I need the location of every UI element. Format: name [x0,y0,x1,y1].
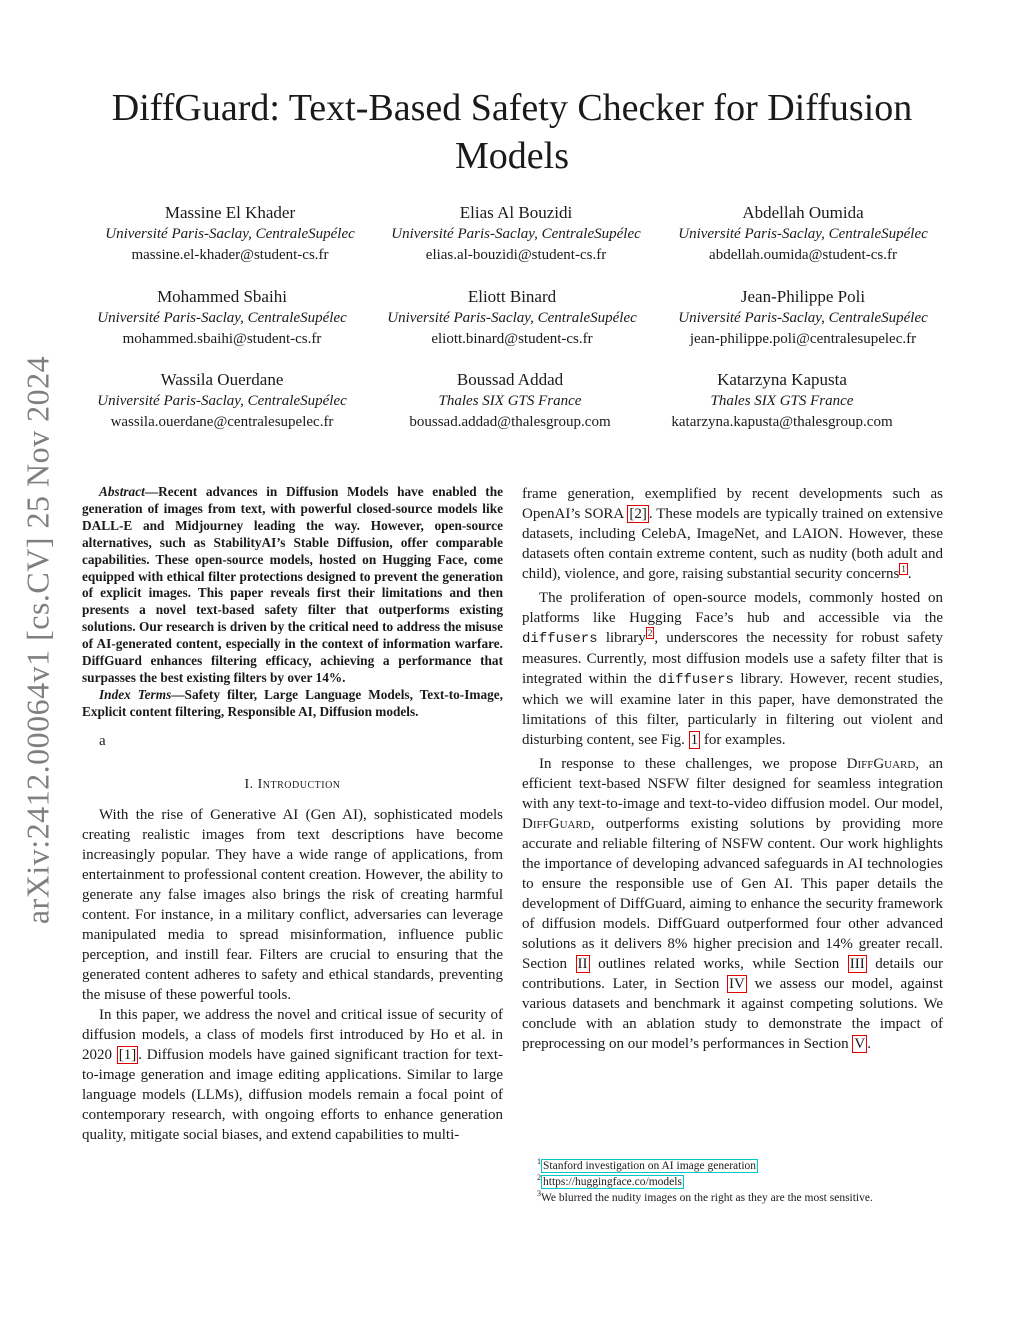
author-block [637,369,927,433]
diffguard-name: DiffGuard [522,816,591,832]
arxiv-stamp [18,340,58,940]
intro-paragraph: With the rise of Generative AI (Gen AI), sophisticated models creating realistic images from text descriptions have become increasingly popular. They have a wide range of applications, from entertainment to professional content creation. However, the ability to generate any false images also brings the risk of creating harmful content. For instance, in a military conflict, adversaries can leverage manipulated media to spread misinformation, influence public perception, and instill fear. Filters are crucial to ensuring that the generated content adheres to safety and ethical standards, preventing the misuse of these powerful tools. [82,806,503,1003]
paragraph-text: In this paper, we address the novel and critical issue of security of diffusion models, a class of models first introduced by Ho et al. in 2020 [82,1006,503,1063]
section-link[interactable]: III [849,956,865,972]
index-terms-text: —Safety filter, Large Language Models, Text-to-Image, Explicit content filtering, Responsible AI, Diffusion models. [82,686,503,719]
citation-link[interactable]: [2] [629,506,647,522]
footnote-link-text[interactable]: Stanford investigation on AI image generation [543,1159,757,1172]
paragraph-text: library. However, recent studies, which we will examine later in this paper, have demonstrated the limitations of this filter, particularly in filtering out violent and disturbing content, see Fig. [522,671,943,748]
author-email: mohammed.sbaihi@student-cs.fr [122,331,322,347]
author-block [365,369,655,433]
paragraph-text: , underscores the necessity for robust safety measures. Currently, most diffusion models use a safety filter that is integrated within the [522,630,943,687]
paragraph-text: for examples. [700,732,786,748]
author-affiliation: Université Paris-Saclay, CentraleSupélec [97,310,347,326]
diffguard-name: DiffGuard [846,756,916,772]
index-terms-label: Index Terms [99,686,172,702]
author-name: Katarzyna Kapusta [717,370,847,389]
code-diffusers: diffusers [658,672,734,688]
author-block [77,369,367,433]
right-column [522,484,943,1054]
author-email: jean-philippe.poli@centralesupelec.fr [689,331,917,347]
intro-paragraph [522,754,943,1054]
author-block [367,286,657,350]
author-affiliation: Thales SIX GTS France [710,393,854,409]
footnote-number: 2 [537,1173,541,1182]
footnote-text: We blurred the nudity images on the right as they are the most sensitive. [541,1191,873,1204]
footnote-number: 3 [537,1189,541,1198]
paragraph-text: library [597,630,646,646]
author-name: Massine El Khader [164,203,296,222]
author-name: Jean-Philippe Poli [740,287,866,306]
author-email: eliott.binard@student-cs.fr [431,331,593,347]
stray-text: a [99,732,106,749]
author-affiliation: Université Paris-Saclay, CentraleSupélec [105,226,355,242]
left-column [82,484,503,1145]
author-email: abdellah.oumida@student-cs.fr [709,247,897,263]
author-block [371,202,661,266]
paper-title: DiffGuard: Text-Based Safety Checker for Diffusion Models [111,87,913,177]
author-name: Boussad Addad [456,370,564,389]
figure-link[interactable]: 1 [690,732,699,748]
author-email: boussad.addad@thalesgroup.com [409,414,611,430]
section-link[interactable]: V [854,1036,866,1052]
author-affiliation: Université Paris-Saclay, CentraleSupélec [387,310,637,326]
paragraph-text: . These models are typically trained on extensive datasets, including CelebA, ImageNet, and LAION. However, these datasets often contain extreme content, such as nudity (both adult and child), violence, and gore, raising substantial security concerns [522,506,943,582]
abstract-label: Abstract [99,484,145,499]
paragraph-text: . [907,566,912,582]
author-name: Wassila Ouerdane [160,370,284,389]
index-terms [82,687,503,721]
section-heading [82,775,503,795]
author-block [658,202,948,266]
author-email: wassila.ouerdane@centralesupelec.fr [110,414,334,430]
author-email: katarzyna.kapusta@thalesgroup.com [671,414,893,430]
paragraph-text: outlines related works, while Section [589,956,848,972]
section-link[interactable]: IV [729,976,745,992]
author-affiliation: Université Paris-Saclay, CentraleSupélec [391,226,641,242]
author-affiliation: Thales SIX GTS France [438,393,582,409]
abstract-text: —Recent advances in Diffusion Models have enabled the generation of images from text, with powerful closed-source models like DALL-E and Midjourney leading the way. However, open-source alternatives, such as StabilityAI’s Stable Diffusion, offer comparable capabilities. These open-source models, hosted on Hugging Face, come equipped with ethical filter protections designed to prevent the generation of explicit images. This paper reveals first their limitations and then presents a novel text-based safety filter that outperforms existing solutions. Our research is driven by the critical need to address the misuse of AI-generated content, especially in the context of information warfare. DiffGuard enhances filtering efficacy, achieving a performance that surpasses the best existing filters by over 14%. [82,484,503,685]
paragraph-text: . [867,1036,871,1052]
footnote-link[interactable]: 2 [647,628,653,638]
paragraph-text: , an efficient text-based NSFW filter designed for seamless integration with any text-to-image and text-to-video diffusion model. Our model, [522,756,943,812]
author-email: massine.el-khader@student-cs.fr [131,247,329,263]
footnote-link[interactable]: 1 [901,564,906,574]
author-block [77,286,367,350]
section-link[interactable]: II [577,956,588,972]
author-name: Mohammed Sbaihi [157,287,287,306]
author-block [658,286,948,350]
intro-paragraph [82,1005,503,1145]
paragraph-text: In response to these challenges, we propose [539,756,847,772]
author-affiliation: Université Paris-Saclay, CentraleSupélec [678,310,928,326]
author-name: Eliott Binard [467,287,557,306]
author-block [85,202,375,266]
footnote-link-text[interactable]: https://huggingface.co/models [543,1175,682,1188]
paragraph-text: The proliferation of open-source models, commonly hosted on platforms like Hugging Face’s hub and accessible via the [522,590,943,626]
author-affiliation: Université Paris-Saclay, CentraleSupélec [97,393,347,409]
paragraph-text: , outperforms existing solutions by providing more accurate and reliable filtering of NSFW content. Our work highlights the importance of developing advanced safeguards in AI technologies to ensure the responsible use of Gen AI. This paper details the development of DiffGuard, aiming to enhance the security framework of diffusion models. DiffGuard outperformed four other advanced solutions as it delivers 8% higher precision and 14% greater recall. Section [522,816,943,972]
code-diffusers: diffusers [522,631,598,647]
arxiv-stamp-text: arXiv:2412.00064v1 [cs.CV] 25 Nov 2024 [19,355,56,925]
author-name: Abdellah Oumida [742,203,864,222]
intro-paragraph [522,484,943,584]
author-email: elias.al-bouzidi@student-cs.fr [425,247,607,263]
footnote-number: 1 [537,1157,541,1166]
section-title: Introduction [257,776,341,792]
author-name: Elias Al Bouzidi [459,203,573,222]
paragraph-text: we assess our model, against various datasets and benchmark it against competing solutions. We conclude with an ablation study to demonstrate the impact of preprocessing on our model’s performances in Section [522,976,943,1052]
paragraph-text: . Diffusion models have gained significant traction for text-to-image generation and image editing applications. Similar to large language models (LLMs), diffusion models remain a focal point of contemporary research, with ongoing efforts to enhance generation quality, mitigate social biases, and extend capabilities to multi- [82,1046,504,1143]
citation-link[interactable]: [1] [118,1046,137,1063]
paragraph-text: details our contributions. Later, in Section [522,956,943,992]
author-affiliation: Université Paris-Saclay, CentraleSupélec [678,226,928,242]
section-number: I. [244,776,254,792]
abstract [82,484,503,687]
paragraph-text: frame generation, exemplified by recent developments such as OpenAI’s SORA [522,486,943,522]
intro-paragraph [522,588,943,750]
footnote [537,1186,967,1206]
